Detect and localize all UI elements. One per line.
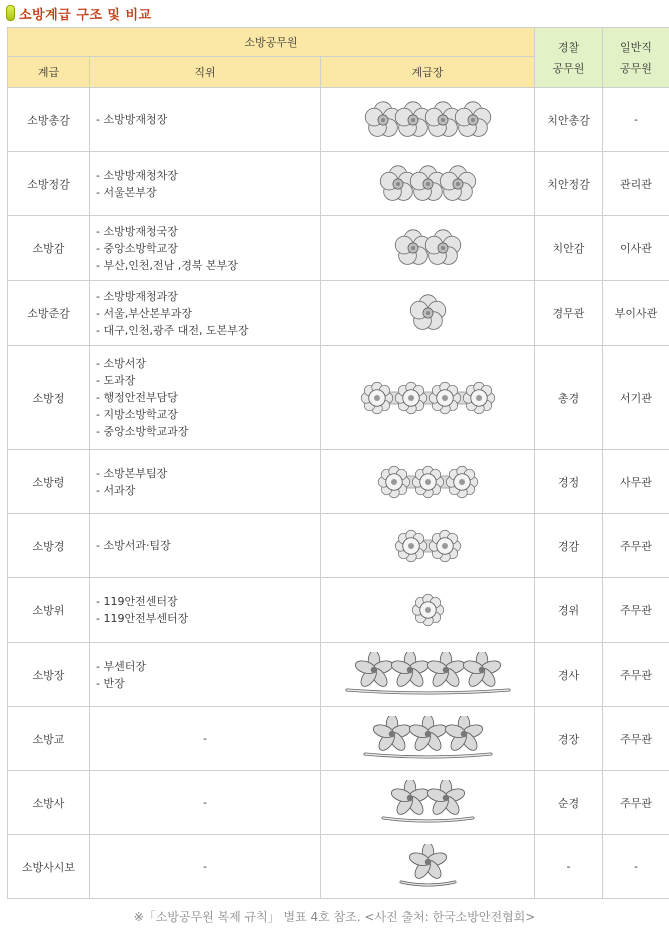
general-rank-cell: 서기관: [603, 346, 669, 450]
table-row: [8, 88, 669, 152]
position-item: -: [203, 732, 207, 745]
position-item: - 소방본부팀장: [96, 466, 168, 480]
position-list: [96, 537, 320, 554]
position-item: -: [203, 860, 207, 873]
general-header: [603, 28, 669, 88]
position-cell: [90, 643, 321, 707]
insignia-cell: [321, 707, 535, 771]
general-rank-cell: 주무관: [603, 514, 669, 578]
insignia-cell: [321, 346, 535, 450]
rank-comparison-table: [7, 27, 669, 899]
position-cell: [90, 578, 321, 643]
position-item: - 소방방재청차장: [96, 168, 178, 182]
insignia-icon: [359, 716, 497, 762]
position-item: -: [203, 796, 207, 809]
position-item: - 지방소방학교장: [96, 408, 178, 421]
insignia-cell: [321, 835, 535, 899]
rank-cell: 소방경: [8, 514, 90, 578]
table-row: [8, 771, 669, 835]
general-rank-cell: 부이사관: [603, 281, 669, 346]
table-row: [8, 450, 669, 514]
table-row: [8, 281, 669, 346]
table-row: [8, 514, 669, 578]
insignia-icon: [362, 100, 494, 140]
position-cell: [90, 281, 321, 346]
insignia-icon: [375, 462, 481, 502]
position-item: - 119안전센터장: [96, 595, 178, 608]
position-list: [96, 593, 320, 627]
position-list: [96, 355, 320, 440]
position-list: [96, 465, 320, 499]
police-rank-cell: 경감: [535, 514, 603, 578]
rank-cell: 소방정: [8, 346, 90, 450]
position-item: - 119안전부센터장: [96, 612, 189, 625]
insignia-cell: [321, 450, 535, 514]
insignia-cell: [321, 578, 535, 643]
position-list: [96, 111, 320, 128]
position-item: - 중앙소방학교장: [96, 241, 178, 255]
insignia-cell: [321, 152, 535, 216]
general-rank-cell: 주무관: [603, 707, 669, 771]
insignia-icon: [407, 293, 449, 333]
position-item: - 도과장: [96, 374, 136, 387]
police-header: [535, 28, 603, 88]
police-rank-cell: 경위: [535, 578, 603, 643]
insignia-cell: [321, 216, 535, 281]
insignia-column-header: 계급장: [321, 57, 535, 88]
rank-cell: 소방정감: [8, 152, 90, 216]
position-list: [96, 658, 320, 692]
rank-cell: 소방총감: [8, 88, 90, 152]
position-cell: [90, 152, 321, 216]
rank-cell: 소방사: [8, 771, 90, 835]
insignia-icon: [341, 652, 515, 698]
table-row: [8, 578, 669, 643]
position-cell: [90, 450, 321, 514]
section-title-text: 소방계급 구조 및 비교: [19, 7, 152, 23]
position-item: - 소방서장: [96, 357, 146, 370]
general-rank-cell: 사무관: [603, 450, 669, 514]
table-row: [8, 643, 669, 707]
bullet-icon: [6, 5, 15, 21]
position-item: - 소방방재청국장: [96, 224, 178, 238]
rank-cell: 소방준감: [8, 281, 90, 346]
police-rank-cell: 치안정감: [535, 152, 603, 216]
rank-cell: 소방감: [8, 216, 90, 281]
police-rank-cell: 경무관: [535, 281, 603, 346]
rank-cell: 소방장: [8, 643, 90, 707]
insignia-cell: [321, 514, 535, 578]
fire-officer-header: 소방공무원: [8, 28, 535, 57]
rank-column-header: 계급: [8, 57, 90, 88]
position-list: [96, 223, 320, 274]
position-cell: [90, 346, 321, 450]
position-item: - 소방방재청장: [96, 113, 168, 126]
table-row: [8, 216, 669, 281]
position-cell: [90, 216, 321, 281]
insignia-icon: [392, 526, 464, 566]
general-rank-cell: -: [603, 88, 669, 152]
position-cell: [90, 514, 321, 578]
position-cell: [90, 88, 321, 152]
police-rank-cell: 경사: [535, 643, 603, 707]
position-item: - 서울,부산본부과장: [96, 306, 192, 320]
insignia-cell: [321, 281, 535, 346]
position-cell: [90, 771, 321, 835]
table-row: [8, 707, 669, 771]
table-row: [8, 152, 669, 216]
rank-cell: 소방위: [8, 578, 90, 643]
position-item: - 행정안전부담당: [96, 391, 178, 404]
table-row: [8, 835, 669, 899]
position-item: - 소방방재청과장: [96, 289, 178, 303]
general-rank-cell: -: [603, 835, 669, 899]
insignia-icon: [409, 590, 447, 630]
police-rank-cell: 총경: [535, 346, 603, 450]
police-rank-cell: 치안총감: [535, 88, 603, 152]
position-column-header: 직위: [90, 57, 321, 88]
general-rank-cell: 주무관: [603, 643, 669, 707]
police-rank-cell: 순경: [535, 771, 603, 835]
police-rank-cell: -: [535, 835, 603, 899]
position-cell: [90, 835, 321, 899]
rank-cell: 소방교: [8, 707, 90, 771]
position-item: - 서울본부장: [96, 185, 157, 199]
source-footnote: ※「소방공무원 복제 규칙」 별표 4호 참조. <사진 출처: 한국소방안전협회>: [133, 910, 536, 924]
insignia-icon: [392, 228, 464, 268]
general-rank-cell: 주무관: [603, 578, 669, 643]
insignia-icon: [395, 844, 461, 890]
table-row: [8, 346, 669, 450]
position-list: [96, 288, 320, 339]
position-item: - 소방서과·팀장: [96, 539, 171, 552]
police-rank-cell: 경장: [535, 707, 603, 771]
insignia-cell: [321, 771, 535, 835]
insignia-icon: [377, 164, 479, 204]
rank-cell: 소방사시보: [8, 835, 90, 899]
insignia-icon: [358, 378, 498, 418]
general-rank-cell: 관리관: [603, 152, 669, 216]
rank-cell: 소방령: [8, 450, 90, 514]
general-rank-cell: 이사관: [603, 216, 669, 281]
police-header-text: 경찰 공무원: [552, 40, 585, 75]
position-cell: [90, 707, 321, 771]
insignia-icon: [377, 780, 479, 826]
general-header-text: 일반직 공무원: [620, 40, 652, 75]
position-item: - 대구,인천,광주 대전, 도본부장: [96, 323, 249, 337]
section-title: [6, 2, 152, 24]
position-list: [96, 167, 320, 201]
position-item: - 중앙소방학교과장: [96, 425, 189, 438]
position-item: - 반장: [96, 676, 125, 690]
position-item: - 부산,인천,전남 ,경북 본부장: [96, 258, 238, 272]
position-item: - 부센터장: [96, 659, 146, 673]
position-item: - 서과장: [96, 483, 136, 497]
insignia-cell: [321, 643, 535, 707]
insignia-cell: [321, 88, 535, 152]
police-rank-cell: 경정: [535, 450, 603, 514]
police-rank-cell: 치안감: [535, 216, 603, 281]
general-rank-cell: 주무관: [603, 771, 669, 835]
